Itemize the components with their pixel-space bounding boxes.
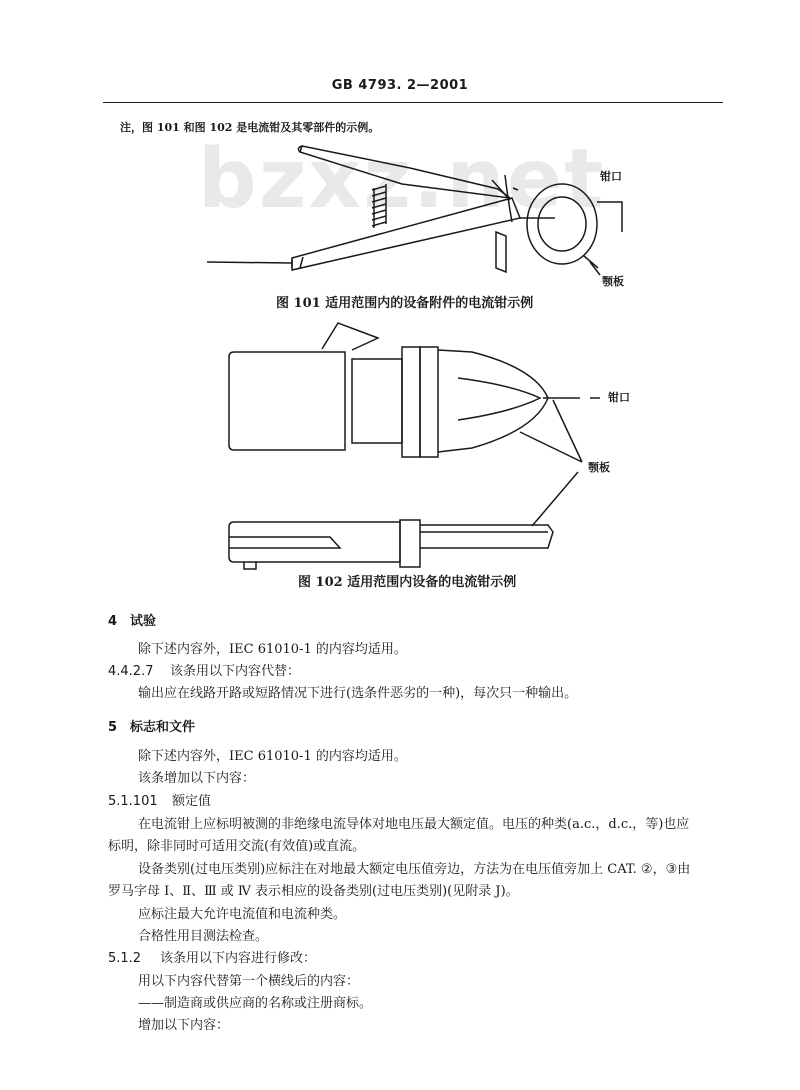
section-51101-title: 额定值 [172,794,212,809]
section-51101-para-5: 应标注最大允许电流值和电流种类。 [138,907,347,922]
section-51101-para-4a: 设备类别(过电压类别)应标注在对地最大额定电压值旁边，方法为在电压值旁加上 CAT. ②，③由 [138,862,691,877]
section-5-para-2: 该条增加以下内容： [138,771,256,786]
fig101-caption: 图 101 适用范围内的设备附件的电流钳示例 [276,296,534,311]
section-4427-title: 该条用以下内容代替： [170,664,301,679]
fig102-plate-label: 颚板 [588,461,610,474]
section-5-title: 标志和文件 [130,720,196,735]
page-header: GB 4793. 2—2001 [331,78,469,93]
section-4-para-1: 除下述内容外，IEC 61010-1 的内容均适用。 [138,642,407,657]
fig101-plate-label: 颚板 [602,275,624,288]
section-51101-para-6: 合格性用目测法检查。 [138,929,269,944]
section-51101-para-3a: 在电流钳上应标明被测的非绝缘电流导体对地电压最大额定值。电压的种类(a.c.，d.c.，等)也应 [138,817,690,832]
section-4427-number: 4.4.2.7 [108,664,154,679]
section-51101-number: 5.1.101 [108,794,158,809]
section-512-para-8: ——制造商或供应商的名称或注册商标。 [138,996,373,1011]
section-4427-para: 输出应在线路开路或短路情况下进行(选条件恶劣的一种)，每次只一种输出。 [138,686,578,701]
fig101-jaw-label: 钳口 [600,170,622,183]
watermark: bzxz.net [198,132,606,227]
header-rule [103,102,723,103]
section-5-para-1: 除下述内容外，IEC 61010-1 的内容均适用。 [138,749,407,764]
note-text: 注，图 101 和图 102 是电流钳及其零部件的示例。 [120,121,380,134]
fig102-caption: 图 102 适用范围内设备的电流钳示例 [298,575,517,590]
section-51101-para-4b: 罗马字母 Ⅰ、Ⅱ、Ⅲ 或 Ⅳ 表示相应的设备类别(过电压类别)(见附录 J)。 [108,884,519,899]
section-5-number: 5 [108,720,118,735]
section-512-para-9: 增加以下内容： [138,1018,230,1033]
section-51101-para-3b: 标明，除非同时可适用交流(有效值)或直流。 [108,839,366,854]
fig102-jaw-label: 钳口 [608,391,630,404]
section-4-number: 4 [108,614,118,629]
section-4-title: 试验 [130,614,157,629]
section-512-number: 5.1.2 [108,951,142,966]
section-512-para-7: 用以下内容代替第一个横线后的内容： [138,974,360,989]
section-512-title: 该条用以下内容进行修改： [160,951,317,966]
